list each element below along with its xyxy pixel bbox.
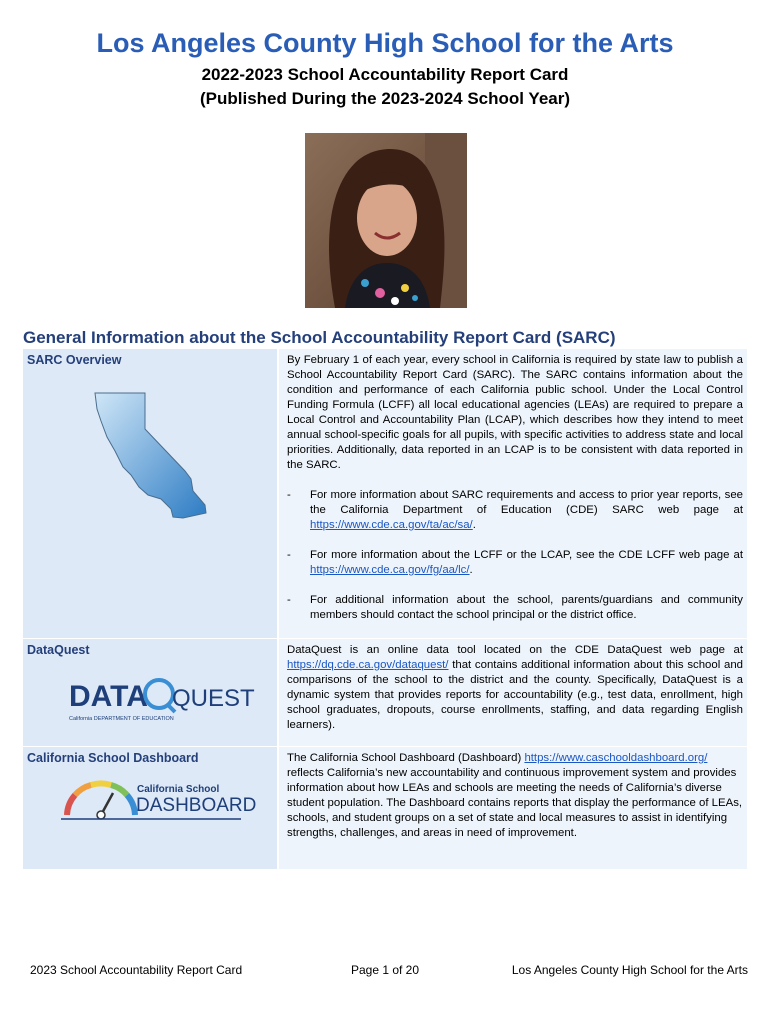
sarc-web-page-link[interactable]: https://www.cde.ca.gov/ta/ac/sa/: [310, 519, 473, 531]
section-heading: General Information about the School Accountability Report Card (SARC): [23, 328, 616, 347]
dataquest-paragraph: [287, 643, 743, 733]
bullet-dash: -: [287, 489, 291, 501]
dashboard-logo: [61, 779, 257, 821]
dashboard-content-cell: [279, 747, 747, 870]
sarc-info-table: [23, 349, 747, 869]
dashboard-text-end: reflects California’s new accountability and continuous improvement system and provides information about how LEAs and schools are meeting the needs of California’s diverse student population. The Dashboard contains reports that display the performance of LEAs, schools, and student groups on a set of state and local measures to assist in identifying strengths, challenges, and areas in need of improvement.: [287, 767, 743, 839]
dataquest-logo: [67, 676, 255, 724]
dashboard-label-cell: [23, 747, 277, 870]
dashboard-paragraph: [287, 751, 743, 841]
sarc-overview-label-cell: [23, 349, 277, 639]
dataquest-logo-text-2: QUEST: [172, 685, 255, 712]
lcff-web-page-link[interactable]: https://www.cde.ca.gov/fg/aa/lc/: [310, 564, 470, 576]
dashboard-label: California School Dashboard: [27, 751, 199, 765]
bullet-dash: -: [287, 549, 291, 561]
dataquest-logo-text-1: DATA: [69, 680, 148, 713]
footer-left: 2023 School Accountability Report Card: [30, 963, 243, 977]
dataquest-content-cell: [279, 639, 747, 747]
bullet-text: For more information about the LCFF or the LCAP, see the CDE LCFF web page at: [310, 549, 743, 561]
document-title: Los Angeles County High School for the Arts: [96, 28, 674, 58]
publication-note: (Published During the 2023-2024 School Year): [199, 89, 571, 108]
bullet-additional-info: [287, 593, 743, 623]
cde-caption: California DEPARTMENT OF EDUCATION: [69, 716, 174, 722]
dataquest-text-start: DataQuest is an online data tool located on the CDE DataQuest web page at: [287, 644, 743, 656]
sarc-overview-content-cell: [279, 349, 747, 639]
california-map-icon: [93, 391, 213, 526]
bullet-text: For additional information about the school, parents/guardians and community members should contact the school principal or the district office.: [310, 594, 743, 621]
report-subtitle: 2022-2023 School Accountability Report Card: [201, 65, 569, 84]
dataquest-text-end: that contains additional information about this school and comparisons of the school to the district and the county. Specifically, DataQuest is a dynamic system that provides reports for accountability (e.g., test data, enrollment, high school graduates, dropouts, course enrollments, staffing, and data regarding English learners).: [287, 659, 743, 731]
principal-photo: [305, 133, 467, 308]
footer-right: Los Angeles County High School for the Arts: [511, 963, 748, 977]
bullet-text-end: .: [469, 564, 473, 576]
dashboard-link[interactable]: https://www.caschooldashboard.org/: [524, 752, 708, 764]
page-number: Page 1 of 20: [350, 963, 420, 977]
dashboard-logo-text-2: DASHBOARD: [136, 795, 257, 816]
sarc-overview-paragraph: By February 1 of each year, every school in California is required by state law to publish a School Accountability Report Card (SARC). The SARC contains information about the condition and performance of each California public school. Under the Local Control Funding Formula (LCFF) all local educational agencies (LEAs) are required to prepare a Local Control and Accountability Plan (LCAP), which describes how they intend to meet annual school-specific goals for all pupils, with specific activities to address state and local priorities. Additionally, data reported in an LCAP is to be consistent with data reported in the SARC.: [287, 354, 743, 471]
sarc-overview-label: SARC Overview: [27, 353, 122, 367]
dashboard-logo-text-1: California School: [137, 784, 220, 795]
dataquest-label-cell: [23, 639, 277, 747]
bullet-text: For more information about SARC requirements and access to prior year reports, see the California Department of Education (CDE) SARC web page at: [310, 489, 743, 516]
bullet-text-end: .: [472, 519, 476, 531]
bullet-lcff-lcap: [287, 548, 743, 578]
bullet-dash: -: [287, 594, 291, 606]
dataquest-label: DataQuest: [27, 643, 90, 657]
dashboard-text-start: The California School Dashboard (Dashboard): [287, 752, 525, 764]
bullet-sarc-requirements: [287, 488, 743, 533]
dataquest-link[interactable]: https://dq.cde.ca.gov/dataquest/: [287, 659, 449, 671]
